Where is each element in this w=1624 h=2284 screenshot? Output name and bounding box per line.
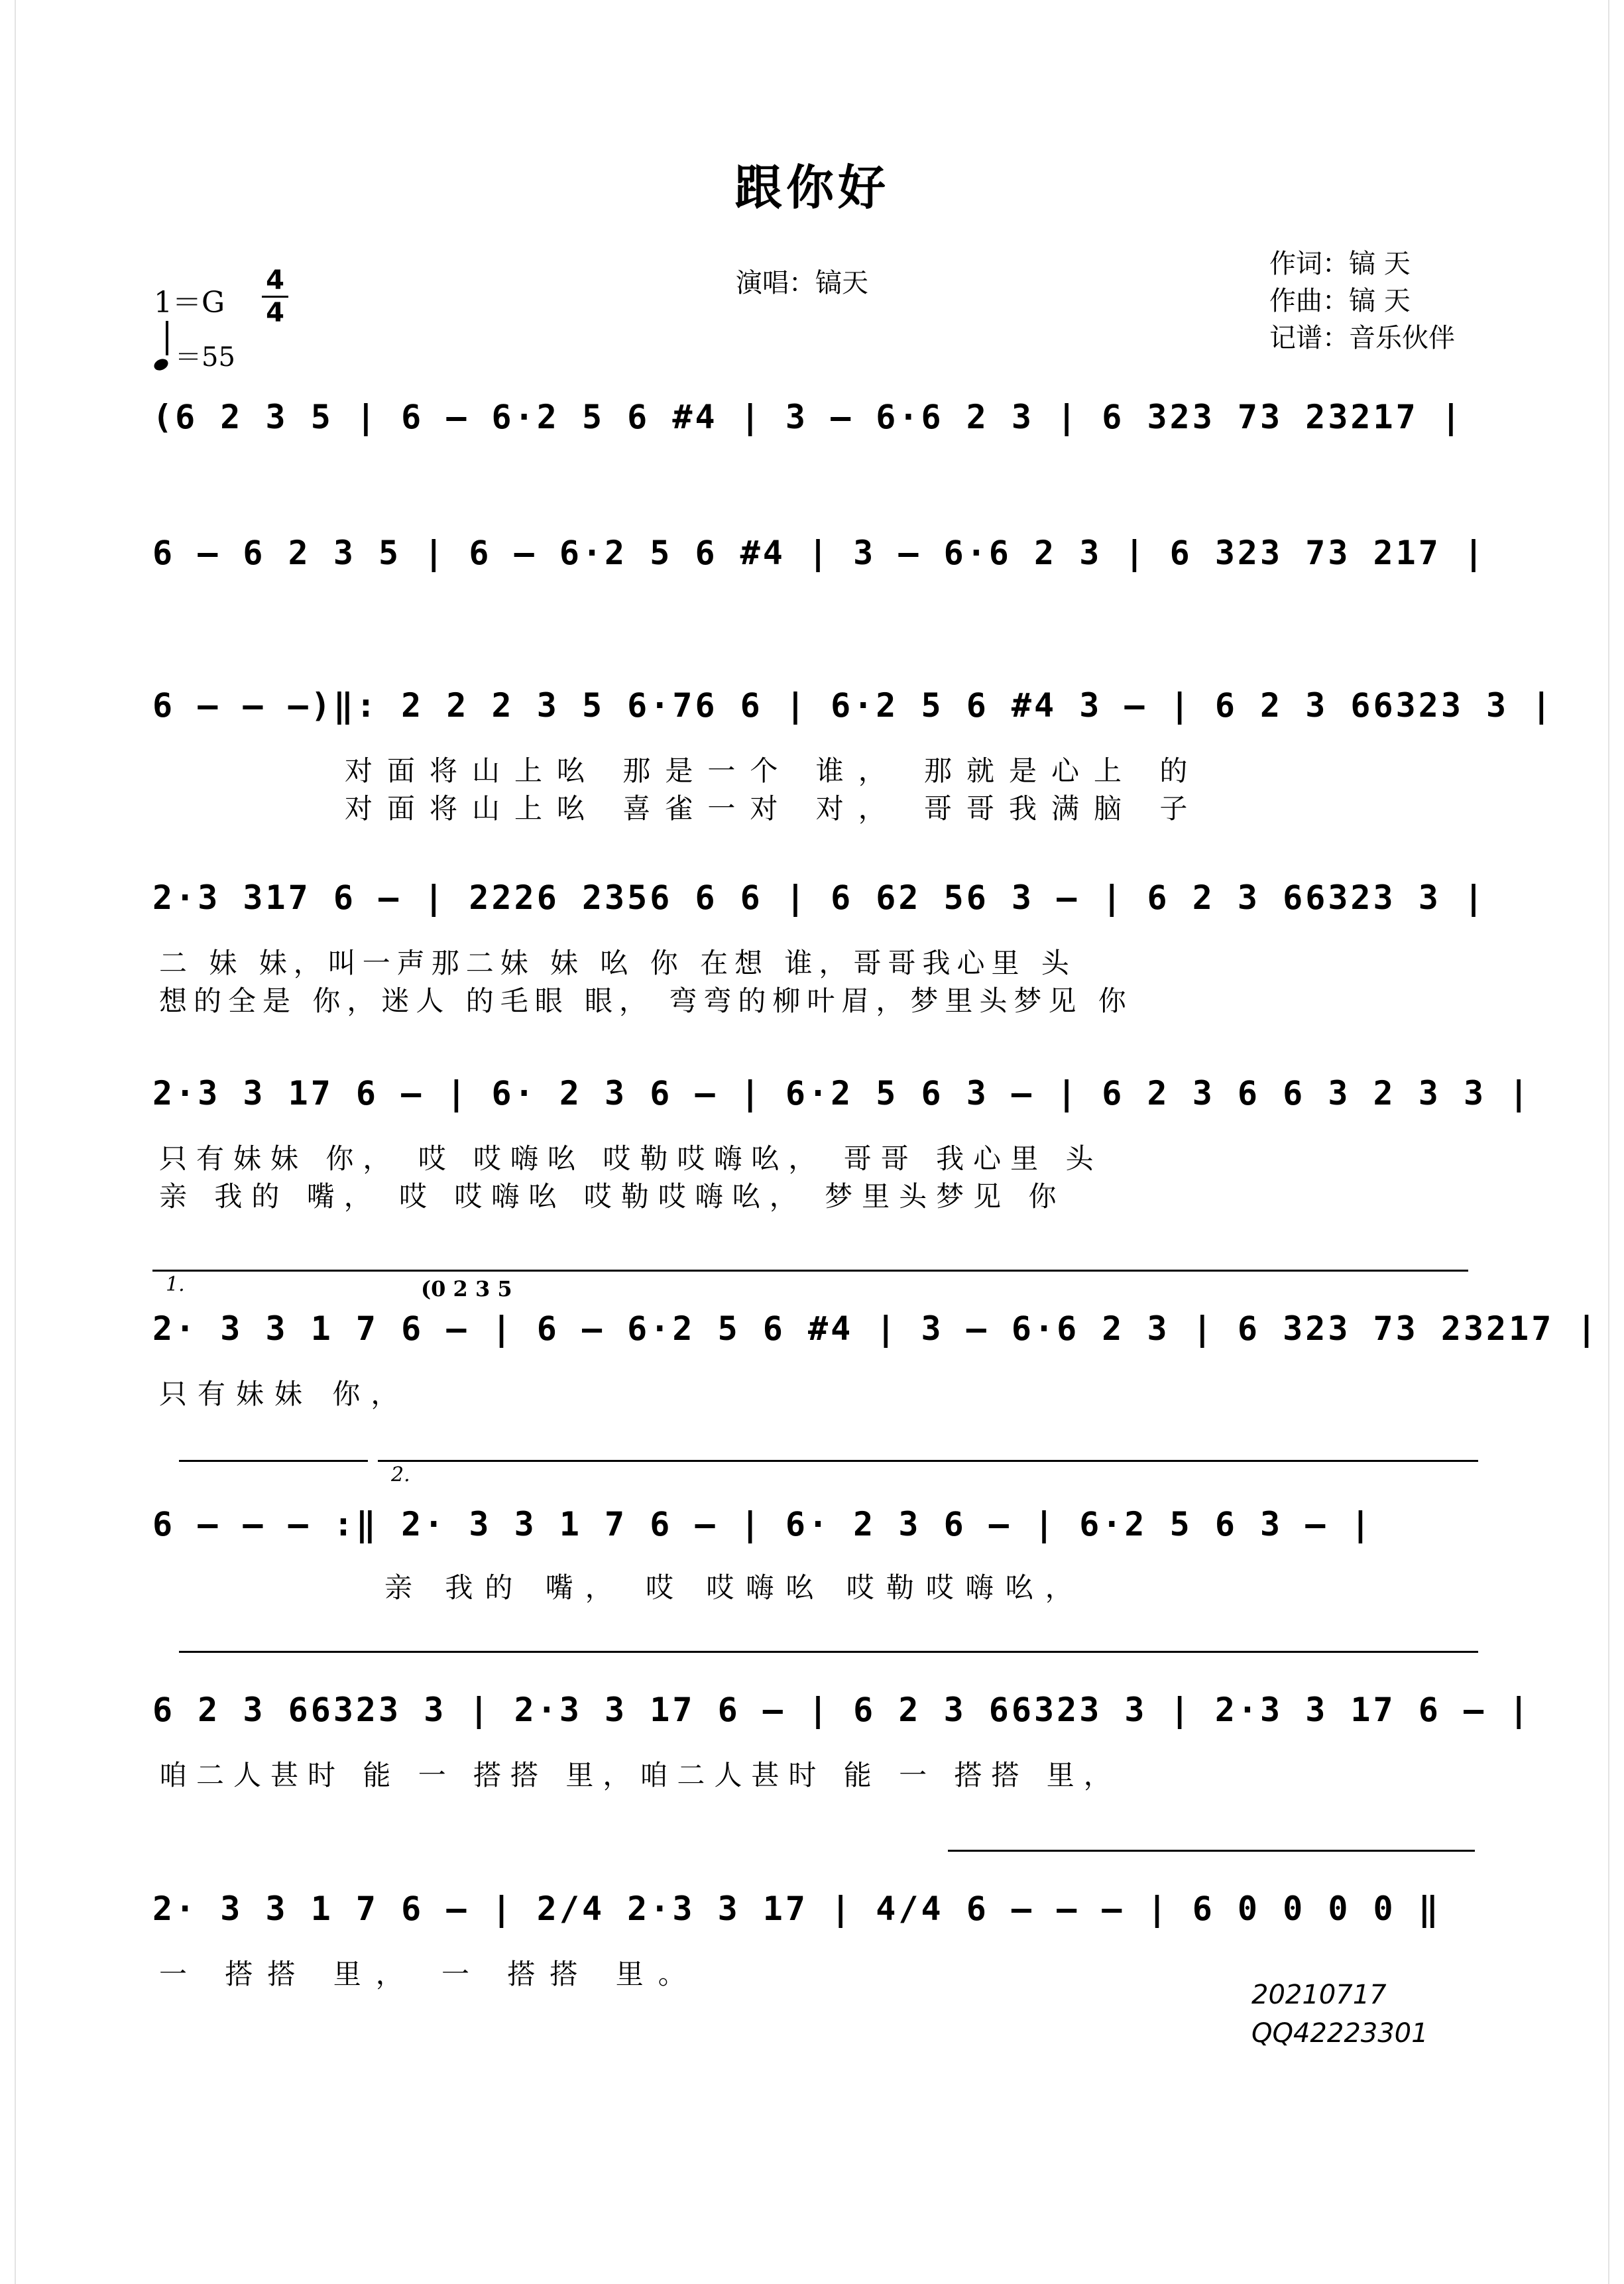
- score-row-2: [152, 534, 1487, 593]
- notation-line: 2·3 317 6 – | 2226 2356 6 6 | 6 62 56 3 – | 6 2 3 66323 3 |: [152, 878, 1487, 917]
- lyric-verse-2: 想的全是 你，迷人 的毛眼 眼， 弯弯的柳叶眉，梦里头梦见 你: [159, 985, 1133, 1017]
- lyric-verse-1: 二 妹 妹，叫一声那二妹 妹 吆 你 在想 谁，哥哥我心里 头: [159, 947, 1076, 979]
- score-row-6: [152, 1309, 1599, 1410]
- score-row-1: [152, 398, 1478, 457]
- contact-stamp: QQ42223301: [1251, 2018, 1428, 2049]
- tempo-value: ＝55: [175, 342, 235, 373]
- tempo-marking: [154, 331, 235, 374]
- transcriber-credit: 记谱：音乐伙伴: [1269, 323, 1455, 353]
- section-rule: [179, 1651, 1478, 1653]
- pickup-notes: (0 2 3 5: [421, 1276, 512, 1301]
- score-row-3: [152, 686, 1554, 825]
- score-row-7: [152, 1505, 1478, 1604]
- score-row-4: [152, 878, 1487, 1017]
- lyric-verse-1: 对面将山上吆 那是一个 谁， 那就是心上 的: [345, 754, 1202, 787]
- notation-line: 6 – – –)‖: 2 2 2 3 5 6·76 6 | 6·2 5 6 #4 3 – | 6 2 3 66323 3 |: [152, 686, 1554, 725]
- volta-bracket-2: [378, 1460, 1478, 1462]
- notation-line: 2· 3 3 1 7 6 – | 2/4 2·3 3 17 | 4/4 6 – – – | 6 0 0 0 0 ‖: [152, 1890, 1441, 1928]
- notation-line: (6 2 3 5 | 6 – 6·2 5 6 #4 | 3 – 6·6 2 3 | 6 323 73 23217 |: [152, 398, 1464, 436]
- date-stamp: 20210717: [1251, 1980, 1387, 2010]
- notation-line: 6 – – – :‖ 2· 3 3 1 7 6 – | 6· 2 3 6 – | 6·2 5 6 3 – |: [152, 1505, 1373, 1543]
- lyric-verse-2: 亲 我的 嘴， 哎 哎嗨吆 哎勒哎嗨吆， 梦里头梦见 你: [159, 1180, 1066, 1213]
- time-signature-top: 4: [262, 265, 288, 298]
- score-row-8: [152, 1691, 1532, 1791]
- lyric-line: 一 搭搭 里， 一 搭搭 里。: [159, 1958, 701, 1990]
- score-row-5: [152, 1074, 1532, 1213]
- lyric-verse-1: 只有妹妹 你， 哎 哎嗨吆 哎勒哎嗨吆， 哥哥 我心里 头: [159, 1142, 1103, 1175]
- notation-line: 6 – 6 2 3 5 | 6 – 6·2 5 6 #4 | 3 – 6·6 2 3 | 6 323 73 217 |: [152, 534, 1487, 572]
- notation-line: 2· 3 3 1 7 6 – | 6 – 6·2 5 6 #4 | 3 – 6·6 2 3 | 6 323 73 23217 |: [152, 1309, 1599, 1348]
- lyric-verse-2: 对面将山上吆 喜雀一对 对， 哥哥我满脑 子: [345, 792, 1202, 825]
- lyric-line: 只有妹妹 你，: [159, 1378, 410, 1410]
- volta-label-2: 2.: [391, 1463, 410, 1486]
- tie-bracket: [948, 1850, 1475, 1852]
- lyric-line: 亲 我的 嘴， 哎 哎嗨吆 哎勒哎嗨吆，: [384, 1571, 1085, 1604]
- singer-credit: 演唱：镐天: [736, 268, 868, 298]
- volta-bracket-end: [179, 1460, 368, 1462]
- page-right-margin: [1608, 0, 1624, 2284]
- credits-block: [1269, 245, 1455, 357]
- key-signature: 1＝G: [154, 286, 225, 320]
- notation-line: 6 2 3 66323 3 | 2·3 3 17 6 – | 6 2 3 66323 3 | 2·3 3 17 6 – |: [152, 1691, 1532, 1729]
- notation-line: 2·3 3 17 6 – | 6· 2 3 6 – | 6·2 5 6 3 – | 6 2 3 6 6 3 2 3 3 |: [152, 1074, 1532, 1112]
- quarter-note-icon: [152, 357, 170, 373]
- page-left-margin: [0, 0, 16, 2284]
- song-title: 跟你好: [734, 159, 890, 215]
- date-stamp-block: [1251, 1976, 1428, 2053]
- composer-credit: 作曲：镐 天: [1269, 286, 1411, 316]
- lyricist-credit: 作词：镐 天: [1269, 249, 1411, 279]
- time-signature: [262, 265, 288, 328]
- volta-bracket-1: [152, 1270, 1468, 1272]
- score-row-9: [152, 1890, 1478, 1990]
- volta-label-1: 1.: [166, 1273, 185, 1296]
- time-signature-bottom: 4: [266, 298, 284, 328]
- lyric-line: 咱二人甚时 能 一 搭搭 里，咱二人甚时 能 一 搭搭 里，: [159, 1759, 1121, 1791]
